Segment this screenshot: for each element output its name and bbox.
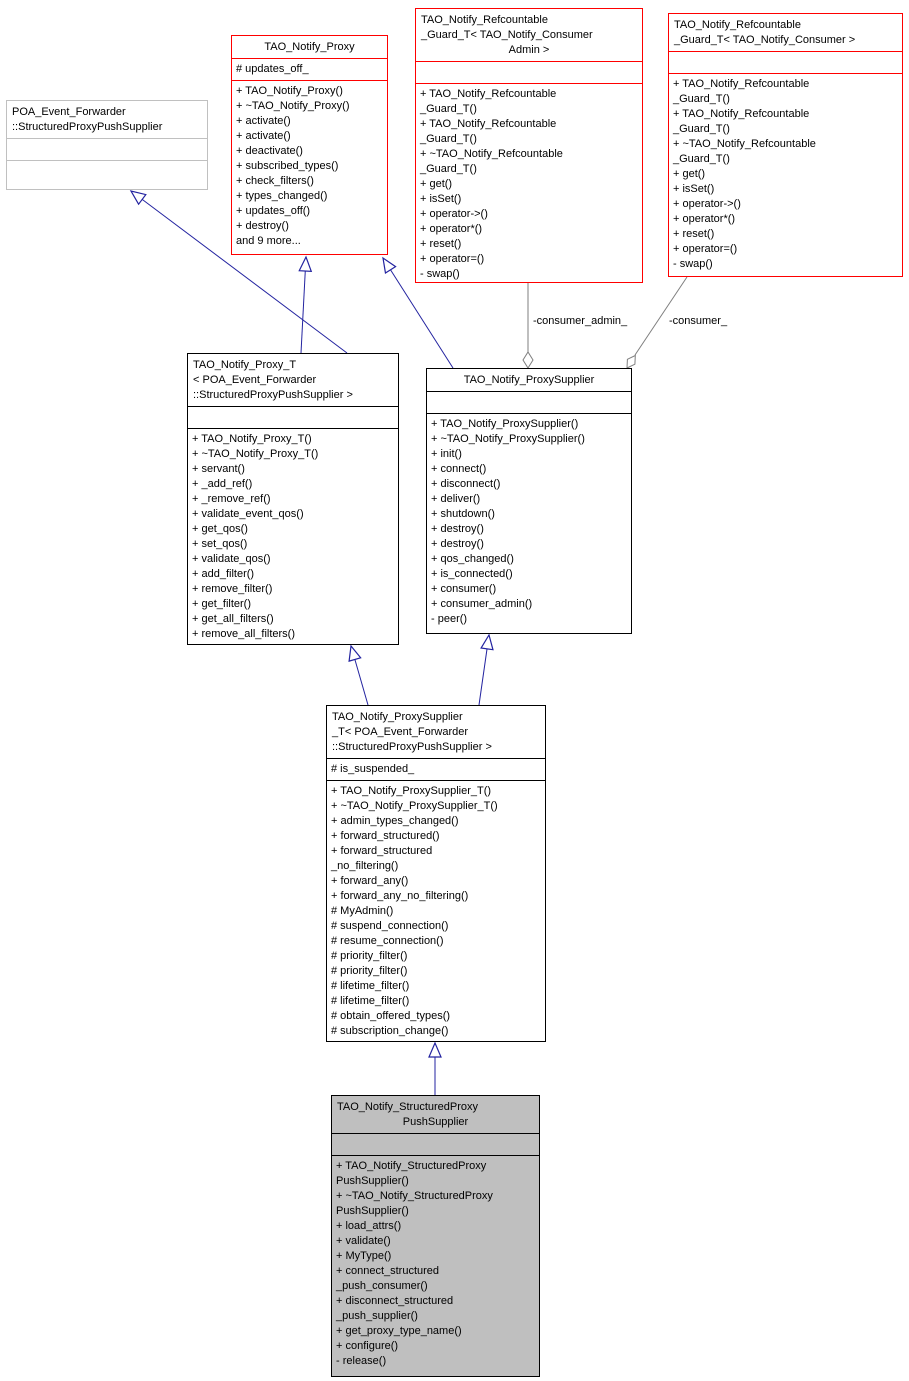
method-line: # obtain_offered_types(): [331, 1010, 451, 1022]
class-methods: [416, 83, 642, 282]
method-line: + destroy(): [431, 523, 484, 535]
class-title-line: TAO_Notify_StructuredProxy: [337, 1101, 479, 1113]
edge-label-consumer: -consumer_: [669, 315, 728, 327]
class-methods: [332, 1155, 539, 1376]
method-line: + ~TAO_Notify_Proxy_T(): [192, 448, 319, 460]
method-line: + ~TAO_Notify_Refcountable: [420, 148, 563, 160]
method-line: + consumer_admin(): [431, 598, 533, 610]
method-line: + _remove_ref(): [192, 493, 271, 505]
method-line: + TAO_Notify_Refcountable: [673, 108, 810, 120]
method-line: + connect_structured: [336, 1265, 440, 1277]
class-box-poa-event-forwarder-structuredproxypushsupplier[interactable]: [6, 100, 208, 190]
method-line: + admin_types_changed(): [331, 815, 459, 827]
class-box-tao-notify-proxysupplier[interactable]: [426, 368, 632, 634]
class-attributes: [416, 61, 642, 83]
method-line: + check_filters(): [236, 175, 314, 187]
method-line: + remove_all_filters(): [192, 628, 296, 640]
class-title-line: _T< POA_Event_Forwarder: [332, 726, 469, 738]
class-title: [416, 9, 642, 61]
method-line: PushSupplier(): [336, 1205, 409, 1217]
method-line: _Guard_T(): [673, 93, 730, 105]
method-line: + reset(): [420, 238, 462, 250]
method-line: + init(): [431, 448, 462, 460]
method-line: + operator=(): [673, 243, 738, 255]
method-line: + operator*(): [673, 213, 736, 225]
attribute-line: # is_suspended_: [331, 763, 415, 775]
method-line: + TAO_Notify_Refcountable: [673, 78, 810, 90]
class-attributes: [188, 406, 398, 428]
method-line: + TAO_Notify_Proxy(): [236, 85, 343, 97]
method-line: + validate_event_qos(): [192, 508, 304, 520]
class-box-refcountable-guard-consumer[interactable]: [668, 13, 903, 277]
method-line: + servant(): [192, 463, 245, 475]
method-line: + isSet(): [673, 183, 715, 195]
class-attributes: [427, 391, 631, 413]
class-title-line: Admin >: [508, 44, 550, 56]
method-line: + consumer(): [431, 583, 497, 595]
method-line: # lifetime_filter(): [331, 980, 410, 992]
method-line: _push_consumer(): [336, 1280, 428, 1292]
method-line: + activate(): [236, 130, 291, 142]
method-line: + load_attrs(): [336, 1220, 402, 1232]
class-title-line: PushSupplier: [402, 1116, 469, 1128]
method-line: + get_filter(): [192, 598, 251, 610]
class-title-line: TAO_Notify_Refcountable: [674, 19, 801, 31]
inheritance-edge-proxysupplierT-to-proxyT: [351, 646, 368, 705]
method-line: + ~TAO_Notify_ProxySupplier(): [431, 433, 585, 445]
method-line: + connect(): [431, 463, 487, 475]
class-title-line: TAO_Notify_ProxySupplier: [332, 711, 463, 723]
aggregation-diamond-consumer-admin: [523, 352, 533, 368]
class-box-tao-notify-structuredproxypushsupplier[interactable]: [331, 1095, 540, 1377]
method-line: _Guard_T(): [673, 123, 730, 135]
class-title-line: _Guard_T< TAO_Notify_Consumer >: [674, 34, 856, 46]
method-line: # resume_connection(): [331, 935, 444, 947]
method-line: - peer(): [431, 613, 468, 625]
method-line: + TAO_Notify_Refcountable: [420, 88, 557, 100]
method-line: + forward_structured: [331, 845, 433, 857]
class-box-tao-notify-proxy[interactable]: [231, 35, 388, 255]
class-methods: [188, 428, 398, 644]
class-methods: [232, 80, 387, 254]
method-line: + get_all_filters(): [192, 613, 274, 625]
class-title-line: TAO_Notify_Proxy: [264, 41, 355, 53]
method-line: + forward_any(): [331, 875, 409, 887]
edge-label-consumer-admin: -consumer_admin_: [533, 315, 628, 327]
method-line: + disconnect_structured: [336, 1295, 454, 1307]
method-line: + qos_changed(): [431, 553, 514, 565]
method-line: + disconnect(): [431, 478, 501, 490]
method-line: + ~TAO_Notify_ProxySupplier_T(): [331, 800, 498, 812]
class-title-line: TAO_Notify_ProxySupplier: [463, 374, 595, 386]
method-line: - release(): [336, 1355, 387, 1367]
method-line: _no_filtering(): [331, 860, 399, 872]
method-line: + operator->(): [673, 198, 741, 210]
class-attributes: [232, 58, 387, 80]
class-title-line: ::StructuredProxyPushSupplier >: [332, 741, 492, 753]
class-title-line: ::StructuredProxyPushSupplier >: [193, 389, 353, 401]
inheritance-edge-proxyT-to-proxy: [301, 257, 306, 353]
method-line: + ~TAO_Notify_StructuredProxy: [336, 1190, 493, 1202]
class-title: [669, 14, 902, 51]
method-line: - swap(): [673, 258, 713, 270]
method-line: _Guard_T(): [420, 163, 477, 175]
class-attributes: [327, 758, 545, 780]
method-line: + configure(): [336, 1340, 399, 1352]
inheritance-edge-proxysupplierT-to-proxysupplier: [479, 635, 489, 705]
method-line: + activate(): [236, 115, 291, 127]
method-line: + is_connected(): [431, 568, 513, 580]
method-line: + forward_structured(): [331, 830, 440, 842]
class-title: [327, 706, 545, 758]
class-title: [7, 101, 207, 138]
class-title: [232, 36, 387, 58]
class-methods: [427, 413, 631, 633]
method-line: + deliver(): [431, 493, 481, 505]
method-line: - swap(): [420, 268, 460, 280]
class-title: [427, 369, 631, 391]
method-line: + ~TAO_Notify_Proxy(): [236, 100, 350, 112]
method-line: _push_supplier(): [336, 1310, 418, 1322]
class-title-line: TAO_Notify_Refcountable: [421, 14, 548, 26]
method-line: + ~TAO_Notify_Refcountable: [673, 138, 816, 150]
method-line: and 9 more...: [236, 235, 301, 247]
class-title-line: ::StructuredProxyPushSupplier: [12, 121, 163, 133]
method-line: + operator->(): [420, 208, 488, 220]
method-line: + reset(): [673, 228, 715, 240]
method-line: + TAO_Notify_Proxy_T(): [192, 433, 312, 445]
class-title-line: POA_Event_Forwarder: [12, 106, 126, 118]
method-line: + TAO_Notify_ProxySupplier_T(): [331, 785, 492, 797]
method-line: + TAO_Notify_StructuredProxy: [336, 1160, 487, 1172]
method-line: + types_changed(): [236, 190, 328, 202]
method-line: # lifetime_filter(): [331, 995, 410, 1007]
method-line: _Guard_T(): [420, 103, 477, 115]
method-line: + TAO_Notify_Refcountable: [420, 118, 557, 130]
class-box-tao-notify-proxy-t[interactable]: [187, 353, 399, 645]
method-line: _Guard_T(): [673, 153, 730, 165]
class-attributes: [332, 1133, 539, 1155]
class-title-line: < POA_Event_Forwarder: [193, 374, 317, 386]
class-methods: [7, 160, 207, 189]
aggregation-diamond-consumer: [627, 356, 635, 369]
method-line: + MyType(): [336, 1250, 392, 1262]
class-methods: [327, 780, 545, 1041]
class-title: [332, 1096, 539, 1133]
method-line: + validate(): [336, 1235, 391, 1247]
class-title-line: TAO_Notify_Proxy_T: [193, 359, 297, 371]
method-line: + updates_off(): [236, 205, 311, 217]
method-line: PushSupplier(): [336, 1175, 409, 1187]
method-line: + get(): [420, 178, 453, 190]
class-box-tao-notify-proxysupplier-t[interactable]: [326, 705, 546, 1042]
method-line: + add_filter(): [192, 568, 255, 580]
method-line: # MyAdmin(): [331, 905, 394, 917]
method-line: + isSet(): [420, 193, 462, 205]
method-line: + shutdown(): [431, 508, 495, 520]
method-line: + forward_any_no_filtering(): [331, 890, 469, 902]
method-line: + get_qos(): [192, 523, 248, 535]
method-line: _Guard_T(): [420, 133, 477, 145]
method-line: # priority_filter(): [331, 950, 408, 962]
method-line: # priority_filter(): [331, 965, 408, 977]
method-line: + get_proxy_type_name(): [336, 1325, 462, 1337]
method-line: + deactivate(): [236, 145, 303, 157]
method-line: + operator=(): [420, 253, 485, 265]
method-line: + operator*(): [420, 223, 483, 235]
method-line: + get(): [673, 168, 706, 180]
method-line: + destroy(): [236, 220, 289, 232]
class-box-refcountable-guard-consumer-admin[interactable]: [415, 8, 643, 283]
class-attributes: [669, 51, 902, 73]
class-methods: [669, 73, 902, 276]
method-line: # suspend_connection(): [331, 920, 449, 932]
method-line: + subscribed_types(): [236, 160, 339, 172]
method-line: + TAO_Notify_ProxySupplier(): [431, 418, 579, 430]
class-title: [188, 354, 398, 406]
attribute-line: # updates_off_: [236, 63, 309, 75]
class-attributes: [7, 138, 207, 160]
method-line: + destroy(): [431, 538, 484, 550]
method-line: + set_qos(): [192, 538, 248, 550]
method-line: + validate_qos(): [192, 553, 271, 565]
method-line: + remove_filter(): [192, 583, 273, 595]
method-line: + _add_ref(): [192, 478, 253, 490]
method-line: # subscription_change(): [331, 1025, 449, 1037]
class-title-line: _Guard_T< TAO_Notify_Consumer: [421, 29, 593, 41]
